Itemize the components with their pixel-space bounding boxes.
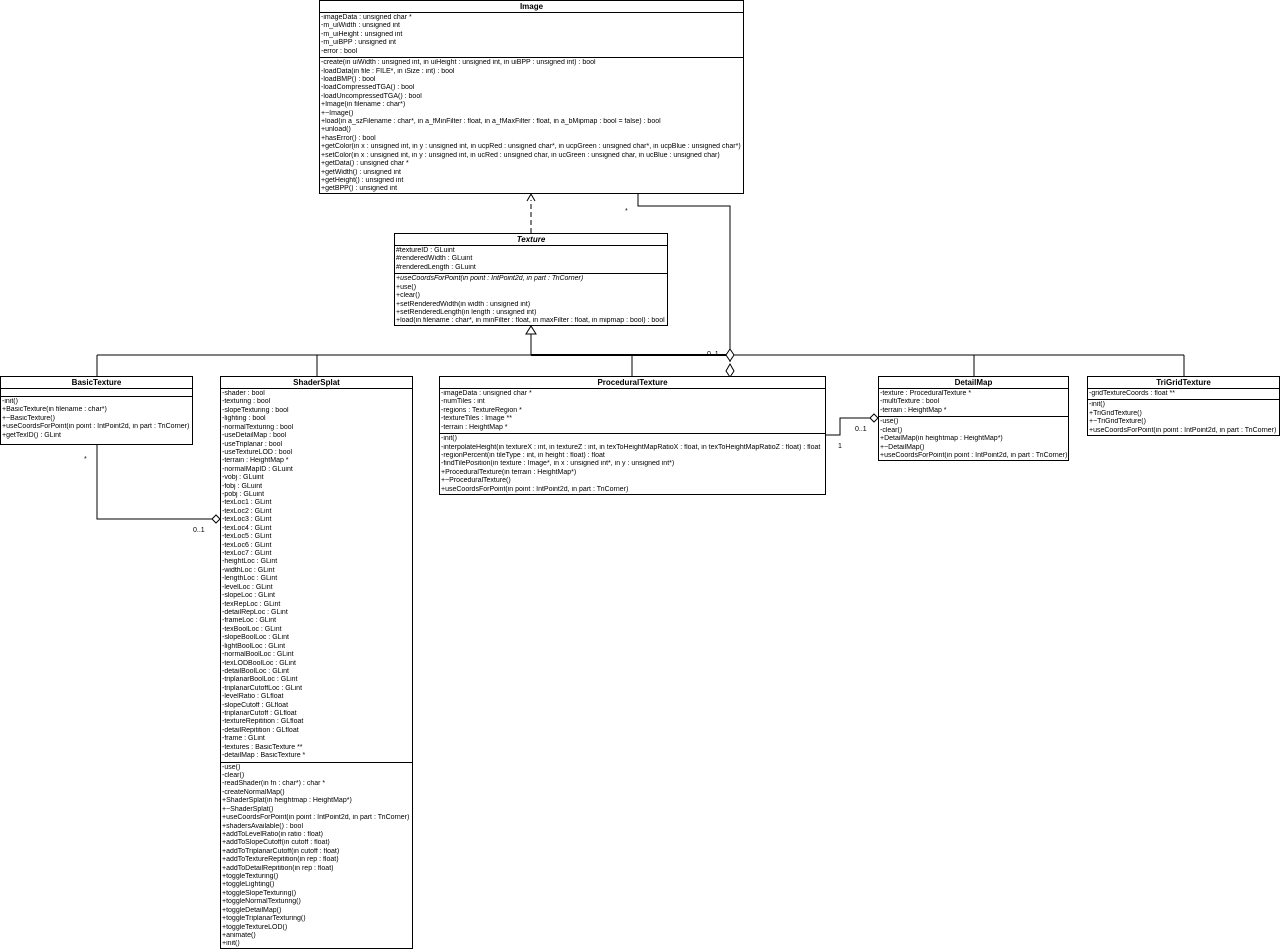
operation: +toggleLighting()	[222, 881, 275, 889]
attribute: -multiTexture : bool	[880, 398, 940, 406]
attribute: -imageData : unsigned char *	[321, 14, 412, 21]
attribute: -texLoc3 : GLint	[222, 516, 272, 524]
attribute: -lightBoolLoc : GLint	[222, 642, 286, 650]
aggregation-diamond-detail	[870, 414, 878, 422]
operation: +useCoordsForPoint(in point : IntPoint2d, in part : TriCorner)	[222, 814, 410, 822]
generalization-arrowhead	[526, 326, 536, 334]
operation: +addToLevelRatio(in ratio : float)	[222, 830, 323, 838]
attribute: -detailMap : BasicTexture *	[222, 752, 306, 760]
attribute: #textureID : GLuint	[396, 247, 455, 254]
attribute: -m_uiBPP : unsigned int	[321, 39, 396, 47]
operations-section	[221, 763, 412, 950]
attributes-section	[395, 246, 667, 274]
operation: -createNormalMap()	[222, 788, 285, 796]
aggregation-basic-shader	[97, 445, 212, 519]
operation: +useCoordsForPoint(in point : IntPoint2d, in part : TriCorner)	[2, 423, 190, 431]
class-procedural-texture[interactable]	[439, 376, 826, 495]
operation: +TriGridTexture()	[1089, 409, 1142, 417]
operation: -clear()	[880, 426, 903, 434]
operation: +addToTextureRepitition(in rep : float)	[222, 856, 339, 864]
attribute: -detailRepLoc : GLint	[222, 608, 288, 616]
attribute: -texturing : bool	[222, 398, 271, 406]
attribute: -heightLoc : GLint	[222, 558, 278, 566]
attribute: -vobj : GLuint	[222, 474, 264, 482]
operations-section	[1, 397, 192, 441]
operation: +useCoordsForPoint(in point : IntPoint2d, in part : TriCorner)	[396, 275, 584, 283]
attribute: -shader : bool	[222, 390, 265, 397]
attribute: -error : bool	[321, 47, 358, 55]
operation: +getHeight() : unsigned int	[321, 177, 404, 185]
multiplicity-detail-zero-one: 0..1	[855, 426, 867, 433]
attribute: -detailRepitition : GLfloat	[222, 726, 299, 734]
attributes-section	[440, 389, 825, 434]
operation: -interpolateHeight(in textureX : int, in textureZ : int, in texToHeightMapRatioX : float, in texToHeightMapRatioZ : float) : float	[441, 443, 821, 451]
operation: +load(in a_szFilename : char*, in a_fMinFilter : float, in a_fMaxFilter : float, in a_bMipmap : bool = false) : bool	[321, 118, 661, 126]
multiplicity-detail-one: 1	[838, 443, 842, 450]
operation: +useCoordsForPoint(in point : IntPoint2d, in part : TriCorner)	[441, 485, 629, 493]
operation: -use()	[880, 418, 899, 426]
attribute: -texRepLoc : GLint	[222, 600, 281, 608]
class-name: TriGridTexture	[1088, 377, 1279, 389]
operation: -use()	[222, 763, 241, 771]
operation: +~BasicTexture()	[2, 414, 55, 422]
attribute: -useTriplanar : bool	[222, 440, 283, 448]
attribute: -texBoolLoc : GLint	[222, 625, 282, 633]
attribute: -normalMapID : GLuint	[222, 465, 293, 473]
attribute: -texLoc6 : GLint	[222, 541, 272, 549]
dependency-arrowhead	[527, 194, 535, 201]
operation: -init()	[441, 435, 457, 443]
operation: +init()	[222, 940, 240, 948]
operation: +addToDetailRepitition(in rep : float)	[222, 864, 334, 872]
class-shader-splat[interactable]	[220, 376, 413, 949]
operation: +setRenderedWidth(in width : unsigned int)	[396, 300, 531, 308]
operation: +~DetailMap()	[880, 443, 925, 451]
operation: +~ProceduralTexture()	[441, 477, 511, 485]
operation: +Image(in filename : char*)	[321, 101, 406, 109]
attribute: -m_uiHeight : unsigned int	[321, 30, 403, 38]
class-basic-texture[interactable]	[0, 376, 193, 445]
attribute: -pobj : GLuint	[222, 491, 265, 499]
operation: +useCoordsForPoint(in point : IntPoint2d, in part : TriCorner)	[880, 451, 1067, 459]
operation: +~ShaderSplat()	[222, 805, 274, 813]
operations-section	[320, 58, 743, 195]
attributes-section	[320, 13, 743, 58]
attribute: -useTextureLOD : bool	[222, 448, 293, 456]
attribute: -slopeLoc : GLint	[222, 592, 275, 600]
operations-section	[1088, 400, 1279, 436]
operation: +addToSlopeCutoff(in cutoff : float)	[222, 839, 330, 847]
attribute: -levelLoc : GLint	[222, 583, 273, 591]
operation: +unload()	[321, 126, 351, 134]
attribute: -terrain : HeightMap *	[441, 423, 508, 431]
attribute: #renderedWidth : GLuint	[396, 255, 473, 263]
attribute: -frameLoc : GLint	[222, 617, 277, 625]
operation: -init()	[1089, 401, 1105, 409]
class-name: Texture	[395, 234, 667, 246]
attribute: -imageData : unsigned char *	[441, 390, 532, 397]
attribute: -texLoc7 : GLint	[222, 550, 272, 558]
multiplicity-basic-star: *	[84, 456, 87, 463]
operation: +toggleDetailMap()	[222, 906, 282, 914]
class-name: ProceduralTexture	[440, 377, 825, 389]
operation: -clear()	[222, 771, 245, 779]
operation: +toggleNormalTexturing()	[222, 898, 301, 906]
attribute: -terrain : HeightMap *	[222, 457, 289, 465]
class-name: DetailMap	[879, 377, 1068, 389]
operation: +useCoordsForPoint(in point : IntPoint2d, in part : TriCorner)	[1089, 426, 1277, 434]
attributes-section	[879, 389, 1068, 417]
attribute: -terrain : HeightMap *	[880, 406, 947, 414]
attribute: -useDetailMap : bool	[222, 432, 287, 440]
class-detail-map[interactable]	[878, 376, 1069, 461]
operation: -loadData(in file : FILE*, in iSize : int) : bool	[321, 67, 455, 75]
attribute: -gridTextureCoords : float **	[1089, 390, 1175, 397]
operation: +getData() : unsigned char *	[321, 160, 409, 168]
attribute: -texture : ProceduralTexture *	[880, 390, 972, 397]
operation: +animate()	[222, 932, 256, 939]
attribute: -texLoc5 : GLint	[222, 533, 272, 541]
operation: +use()	[396, 283, 417, 291]
attribute: -m_uiWidth : unsigned int	[321, 22, 400, 30]
operations-section	[879, 417, 1068, 461]
attribute: -detailBoolLoc : GLint	[222, 667, 289, 675]
operation: +getBPP() : unsigned int	[321, 185, 398, 193]
operation: +toggleSlopeTexturing()	[222, 889, 297, 897]
aggregation-diamond-image	[726, 349, 734, 361]
attribute: -normalBoolLoc : GLint	[222, 651, 294, 659]
class-name: ShaderSplat	[221, 377, 412, 389]
operation: -readShader(in fn : char*) : char *	[222, 780, 326, 788]
class-name: Image	[320, 1, 743, 13]
attribute: -textureTiles : Image **	[441, 415, 512, 423]
attribute: -texLoc1 : GLint	[222, 499, 272, 507]
attribute: -lighting : bool	[222, 415, 266, 423]
operation: +hasError() : bool	[321, 134, 376, 142]
attribute: -texLoc4 : GLint	[222, 524, 272, 532]
attribute: -texLODBoolLoc : GLint	[222, 659, 296, 667]
attribute: -numTiles : int	[441, 398, 485, 406]
attribute: #renderedLength : GLuint	[396, 263, 476, 271]
attribute: -texLoc2 : GLint	[222, 507, 272, 515]
operation: +ShaderSplat(in heightmap : HeightMap*)	[222, 797, 352, 805]
operation: +BasicTexture(in filename : char*)	[2, 406, 107, 414]
attributes-section	[221, 389, 412, 763]
class-image[interactable]	[319, 0, 744, 194]
operation: +~TriGridTexture()	[1089, 418, 1146, 426]
attribute: -lengthLoc : GLint	[222, 575, 278, 583]
operation: -findTilePosition(in texture : Image*, in x : unsigned int*, in y : unsigned int*)	[441, 460, 675, 468]
attribute: -normalTexturing : bool	[222, 423, 294, 431]
operation: -loadCompressedTGA() : bool	[321, 84, 415, 92]
attributes-section	[1, 389, 192, 397]
operation: +toggleTextureLOD()	[222, 923, 288, 931]
attribute: -triplanarBoolLoc : GLint	[222, 676, 298, 684]
operation: +ProceduralTexture(in terrain : HeightMap*)	[441, 468, 577, 476]
operation: -init()	[2, 398, 18, 405]
operation: +toggleTriplanarTexturing()	[222, 915, 306, 923]
class-trigrid-texture[interactable]	[1087, 376, 1280, 436]
attribute: -triplanarCutoffLoc : GLint	[222, 684, 303, 692]
operations-section	[395, 274, 667, 327]
multiplicity-image-zero-one: 0..1	[707, 351, 719, 358]
multiplicity-image-star: *	[625, 208, 628, 215]
operation: +~Image()	[321, 109, 354, 117]
operation: +load(in filename : char*, in minFilter : float, in maxFilter : float, in mipmap : bool) : bool	[396, 317, 665, 325]
aggregation-diamond-shader	[212, 515, 220, 523]
operation: +clear()	[396, 292, 420, 300]
operation: -loadUncompressedTGA() : bool	[321, 92, 422, 100]
attribute: -fobj : GLuint	[222, 482, 263, 490]
operations-section	[440, 434, 825, 495]
operation: +addToTriplanarCutoff(in cutoff : float)	[222, 847, 340, 855]
operation: +toggleTexturing()	[222, 873, 279, 881]
attribute: -slopeCutoff : GLfloat	[222, 701, 289, 709]
operation: +getTexID() : GLint	[2, 431, 61, 439]
operation: +setRenderedLength(in length : unsigned int)	[396, 308, 537, 316]
multiplicity-basic-zero-one: 0..1	[193, 527, 205, 534]
attribute: -regions : TextureRegion *	[441, 406, 522, 414]
class-texture[interactable]	[394, 233, 668, 326]
attribute: -slopeTexturing : bool	[222, 406, 289, 414]
operation: -loadBMP() : bool	[321, 75, 376, 83]
attribute: -frame : GLint	[222, 735, 265, 743]
operation: -create(in uiWidth : unsigned int, in uiHeight : unsigned int, in uiBPP : unsigned int) : bool	[321, 59, 596, 67]
attribute: -slopeBoolLoc : GLint	[222, 634, 289, 642]
attribute: -textureRepitition : GLfloat	[222, 718, 304, 726]
attribute: -textures : BasicTexture **	[222, 743, 303, 751]
operation: +shadersAvailable() : bool	[222, 822, 304, 830]
attribute: -widthLoc : GLint	[222, 566, 275, 574]
attributes-section	[1088, 389, 1279, 400]
class-name: BasicTexture	[1, 377, 192, 389]
operation: +DetailMap(in heightmap : HeightMap*)	[880, 435, 1003, 443]
operation: +getWidth() : unsigned int	[321, 168, 401, 176]
operation: +setColor(in x : unsigned int, in y : unsigned int, in ucRed : unsigned char, in ucGreen : unsigned char, in ucBlue : unsigned char)	[321, 151, 720, 159]
attribute: -triplanarCutoff : GLfloat	[222, 710, 297, 718]
operation: -regionPercent(in tileType : int, in height : float) : float	[441, 451, 605, 459]
attribute: -levelRatio : GLfloat	[222, 693, 284, 701]
operation: +getColor(in x : unsigned int, in y : unsigned int, in ucpRed : unsigned char*, in ucpGreen : unsigned char*, in ucpBlue : unsigned char*)	[321, 143, 741, 151]
